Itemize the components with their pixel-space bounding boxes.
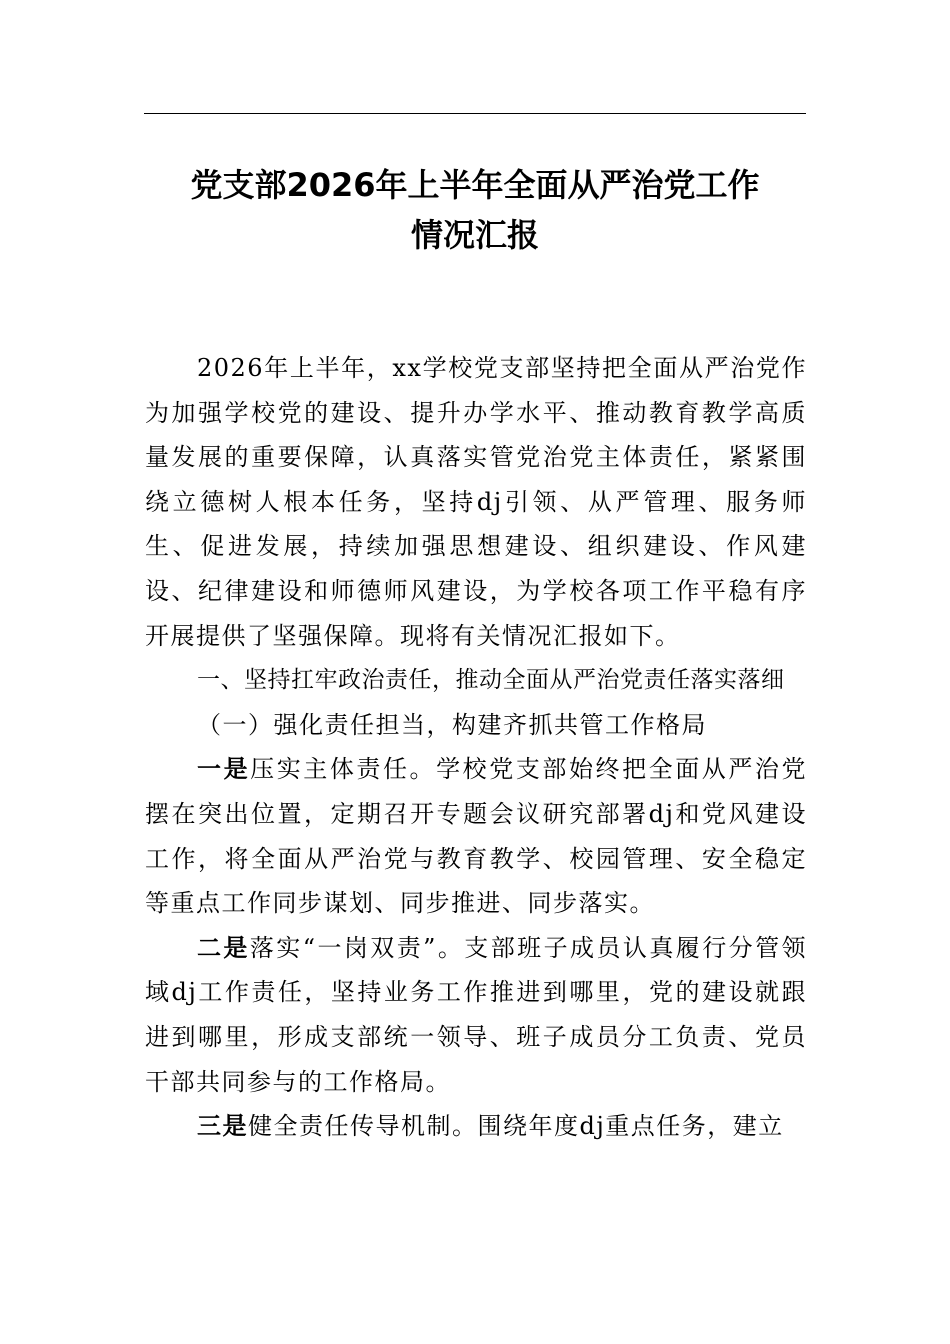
section-heading-1: 一、坚持扛牢政治责任，推动全面从严治党责任落实落细 xyxy=(197,667,785,694)
paragraph-text: 压实主体责任。学校党支部始终把全面从严治党摆在突出位置，定期召开专题会议研究部署dj和党风建设工作，将全面从严治党与教育教学、校园管理、安全稳定等重点工作同步谋划、同步推进、同步落实。 xyxy=(145,755,808,918)
paragraph-lead: 二是 xyxy=(197,933,250,962)
body-paragraph-3 xyxy=(145,1104,807,1149)
paragraph-lead: 一是 xyxy=(197,755,251,784)
body-paragraph-2 xyxy=(145,926,807,1104)
document-title xyxy=(130,160,820,260)
document-body xyxy=(145,346,807,1149)
body-paragraph-1 xyxy=(145,747,807,925)
title-line-1: 党支部2026年上半年全面从严治党工作 xyxy=(190,166,760,204)
intro-paragraph: 2026年上半年，xx学校党支部坚持把全面从严治党作为加强学校党的建设、提升办学水平、推动教育教学高质量发展的重要保障，认真落实管党治党主体责任，紧紧围绕立德树人根本任务，坚持dj引领、从严管理、服务师生、促进发展，持续加强思想建设、组织建设、作风建设、纪律建设和师德师风建设，为学校各项工作平稳有序开展提供了坚强保障。现将有关情况汇报如下。 xyxy=(145,354,807,650)
title-line-2: 情况汇报 xyxy=(410,216,539,254)
paragraph-lead: 三是 xyxy=(197,1112,248,1141)
paragraph-text: 健全责任传导机制。围绕年度dj重点任务，建立 xyxy=(248,1112,784,1141)
header-rule xyxy=(144,113,806,114)
subsection-heading-1: （一）强化责任担当，构建齐抓共管工作格局 xyxy=(197,710,707,739)
paragraph-text: 落实“一岗双责”。支部班子成员认真履行分管领域dj工作责任，坚持业务工作推进到哪里，党的建设就跟进到哪里，形成支部统一领导、班子成员分工负责、党员干部共同参与的工作格局。 xyxy=(145,933,808,1096)
